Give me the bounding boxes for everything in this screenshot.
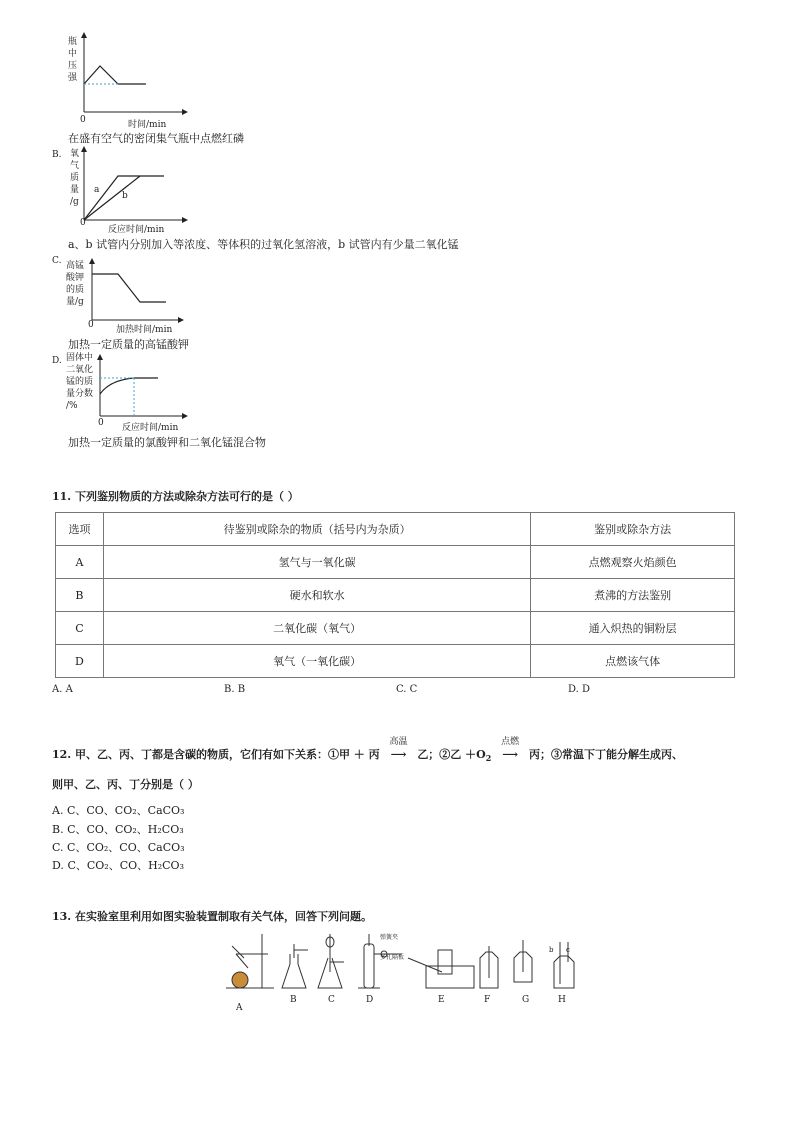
graph-c-ylabel: 高锰 酸钾 的质 量/g xyxy=(66,261,85,307)
graph-d-xlabel: 反应时间/min xyxy=(122,423,179,433)
q11-answer-c: C. C xyxy=(396,684,418,695)
graph-a-plot xyxy=(80,32,190,117)
graph-c-origin: 0 xyxy=(88,320,94,330)
graph-b-caption: a、b 试管内分别加入等浓度、等体积的过氧化氢溶液，b 试管内有少量二氧化锰 xyxy=(68,238,459,251)
graph-c-caption: 加热一定质量的高锰酸钾 xyxy=(68,338,189,351)
lab-apparatus-figure xyxy=(218,928,588,1004)
apparatus-h xyxy=(554,942,574,988)
apparatus-g xyxy=(514,940,532,982)
graph-c-xlabel: 加热时间/min xyxy=(116,325,173,335)
graph-a-ylabel: 瓶 中 压 强 xyxy=(68,37,78,83)
q11-stem: 11. 下列鉴别物质的方法或除杂方法可行的是（ ） xyxy=(52,490,299,503)
apparatus-label-h: H xyxy=(558,995,566,1005)
q12-choice-c: C. C、CO₂、CO、CaCO₃ xyxy=(52,841,185,854)
graph-d-caption: 加热一定质量的氯酸钾和二氧化锰混合物 xyxy=(68,436,266,449)
q12-stem-line2: 则甲、乙、丙、丁分别是（ ） xyxy=(52,778,199,791)
table-cell: 煮沸的方法鉴别 xyxy=(531,579,735,612)
table-cell: 二氧化碳（氧气） xyxy=(103,612,530,645)
q11-answer-d: D. D xyxy=(568,684,591,695)
apparatus-label-d: D xyxy=(366,995,374,1005)
option-d-label: D. xyxy=(52,356,62,366)
arrow-icon: ⟶ xyxy=(390,748,407,761)
q12-cond-ignite: 点燃 xyxy=(501,737,520,747)
apparatus-label-f: F xyxy=(484,995,491,1005)
graph-a-xlabel: 时间/min xyxy=(128,120,167,130)
table-cell: 点燃观察火焰颜色 xyxy=(531,546,735,579)
table-row xyxy=(56,612,735,645)
graph-a-caption: 在盛有空气的密闭集气瓶中点燃红磷 xyxy=(68,132,244,145)
q11-answer-b: B. B xyxy=(224,684,246,695)
q11-table xyxy=(55,512,735,678)
table-cell: C xyxy=(56,612,104,645)
apparatus-e xyxy=(408,950,474,988)
table-cell: 点燃该气体 xyxy=(531,645,735,678)
apparatus-label-a: A xyxy=(236,1003,243,1013)
table-row xyxy=(56,645,735,678)
apparatus-b xyxy=(282,944,308,988)
graph-b-origin: 0 xyxy=(80,218,86,228)
graph-d-ylabel: 固体中 二氧化 锰的质 量分数 /% xyxy=(66,353,94,411)
q11-answer-a: A. A xyxy=(52,684,73,695)
apparatus-d-plate-label: 多孔隔板 xyxy=(380,954,405,961)
table-header-cell: 待鉴别或除杂的物质（括号内为杂质） xyxy=(103,513,530,546)
graph-b-line-b: b xyxy=(122,191,128,201)
apparatus-h-tube-b: b xyxy=(549,946,554,954)
table-cell: A xyxy=(56,546,104,579)
graph-d-plot xyxy=(96,354,192,420)
apparatus-c xyxy=(318,934,344,988)
graph-b-line-a: a xyxy=(94,185,100,195)
q12-choice-b: B. C、CO、CO₂、H₂CO₃ xyxy=(52,823,184,836)
table-cell: D xyxy=(56,645,104,678)
table-cell: 氧气（一氧化碳） xyxy=(103,645,530,678)
table-row xyxy=(56,579,735,612)
apparatus-label-b: B xyxy=(290,995,297,1005)
table-cell: 硬水和软水 xyxy=(103,579,530,612)
apparatus-a xyxy=(226,934,274,988)
table-header-cell: 鉴别或除杂方法 xyxy=(531,513,735,546)
table-header-row xyxy=(56,513,735,546)
apparatus-f xyxy=(480,946,498,988)
table-row xyxy=(56,546,735,579)
apparatus-label-e: E xyxy=(438,995,445,1005)
apparatus-label-c: C xyxy=(328,995,335,1005)
q13-stem: 13. 在实验室里利用如图实验装置制取有关气体，回答下列问题。 xyxy=(52,910,372,923)
table-cell: 氢气与一氧化碳 xyxy=(103,546,530,579)
option-c-label: C. xyxy=(52,256,62,266)
apparatus-h-tube-c: c xyxy=(566,946,570,954)
table-header-cell: 选项 xyxy=(56,513,104,546)
apparatus-label-g: G xyxy=(522,995,530,1005)
q12-choice-a: A. C、CO、CO₂、CaCO₃ xyxy=(52,804,185,817)
apparatus-d xyxy=(358,934,405,988)
table-cell: 通入炽热的铜粉层 xyxy=(531,612,735,645)
option-b-label: B. xyxy=(52,150,62,160)
arrow-icon: ⟶ xyxy=(502,748,519,761)
q12-choice-d: D. C、CO₂、CO、H₂CO₃ xyxy=(52,859,184,872)
apparatus-d-clamp-label: 弹簧夹 xyxy=(380,934,399,941)
table-cell: B xyxy=(56,579,104,612)
q12-cond-high-temp: 高温 xyxy=(389,737,408,747)
graph-c-plot xyxy=(88,258,188,324)
graph-d-origin: 0 xyxy=(98,418,104,428)
graph-a-origin: 0 xyxy=(80,115,86,125)
graph-b-xlabel: 反应时间/min xyxy=(108,225,165,235)
q12-stem-line1: 12. 甲、乙、丙、丁都是含碳的物质，它们有如下关系：①甲 ＋ 丙 高温 ⟶ 乙；②乙 $+O_2$ 点燃 ⟶ 丙；③常温下丁能分解生成丙、 xyxy=(52,746,683,763)
graph-b-ylabel: 氧 气 质 量 /g xyxy=(70,149,80,207)
